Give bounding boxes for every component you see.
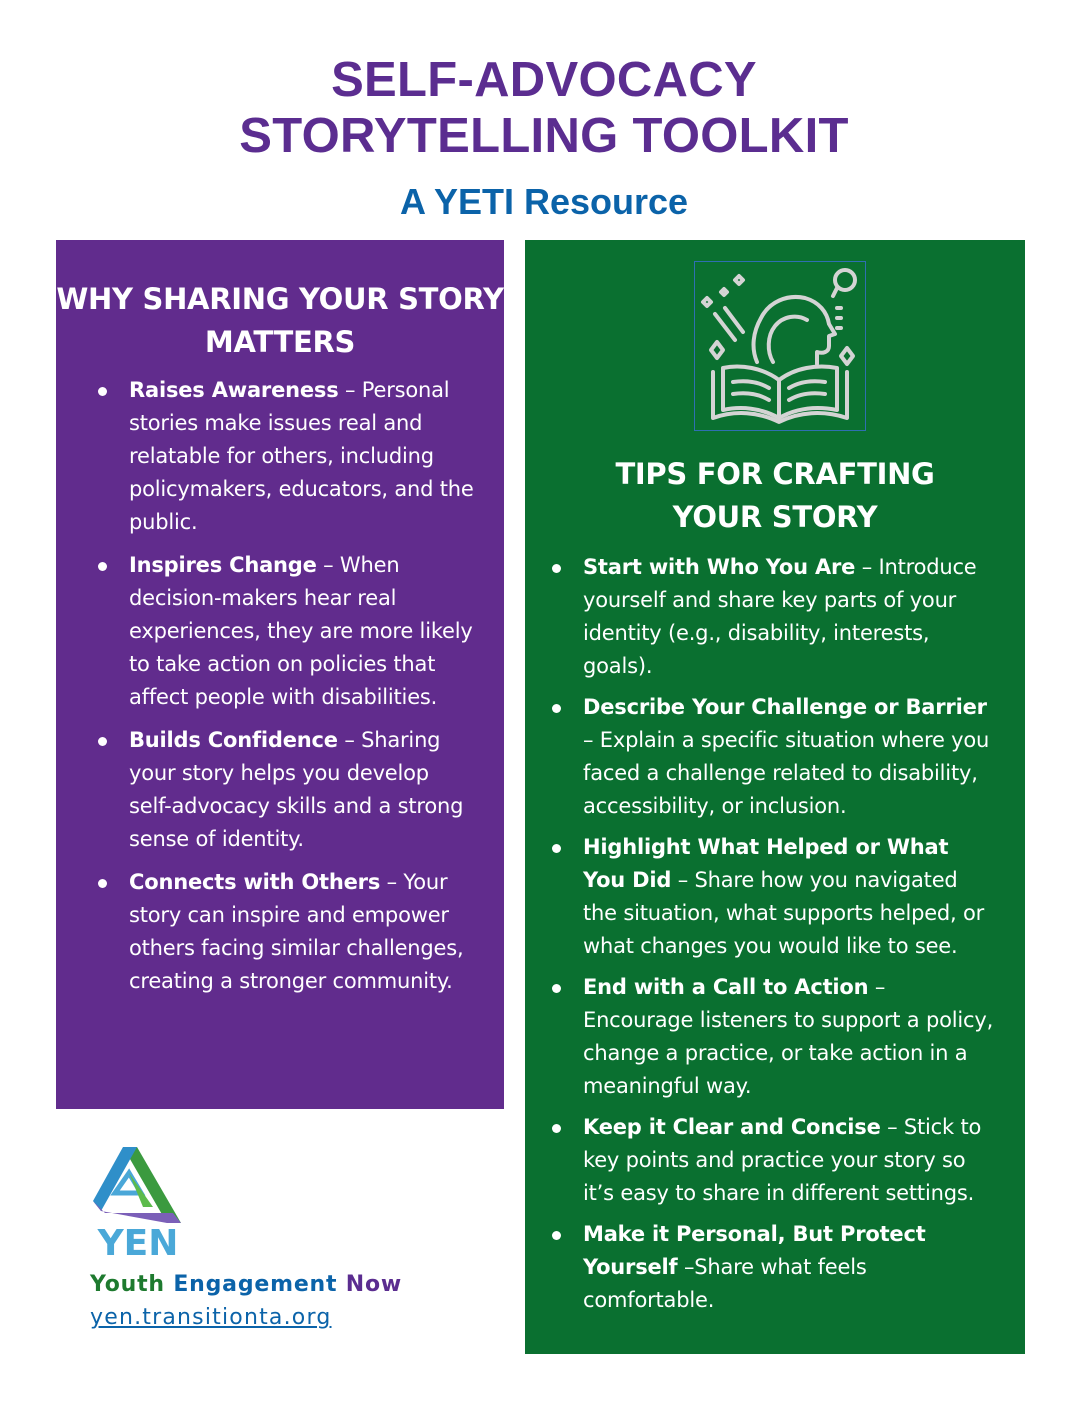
bullet-dot xyxy=(552,704,561,713)
yen-logo xyxy=(93,1145,183,1260)
tagline-now: Now xyxy=(345,1272,403,1297)
item-text: – Share how you navigated the situation, what supports helped, or what changes you would like to see. xyxy=(583,868,985,958)
list-item xyxy=(129,374,474,539)
item-lead: Builds Confidence xyxy=(129,728,338,752)
storytelling-head-book-icon xyxy=(694,261,866,431)
item-lead: End with a Call to Action xyxy=(583,975,869,999)
why-list xyxy=(129,374,474,1008)
logo-text: YEN xyxy=(97,1223,179,1260)
item-text: – Stick to key points and practice your story so it’s easy to share in different settings. xyxy=(583,1115,982,1205)
list-item xyxy=(583,831,995,963)
tips-heading xyxy=(525,453,1025,539)
tips-heading-line-2: YOUR STORY xyxy=(672,500,878,534)
list-item xyxy=(583,1218,995,1317)
title-line-2: STORYTELLING TOOLKIT xyxy=(239,109,849,163)
yen-tagline xyxy=(90,1271,402,1299)
tagline-engagement: Engagement xyxy=(173,1272,338,1297)
item-text: – Encourage listeners to support a policy, change a practice, or take action in a meaningful way. xyxy=(583,975,994,1098)
list-item xyxy=(583,971,995,1103)
bullet-dot xyxy=(98,737,107,746)
item-text: – Introduce yourself and share key parts of your identity (e.g., disability, interests, goals). xyxy=(583,555,977,678)
bullet-dot xyxy=(552,844,561,853)
tips-panel xyxy=(525,240,1025,1354)
item-lead: Highlight What Helped or What You Did xyxy=(583,835,949,892)
why-heading-line-1: WHY SHARING YOUR STORY xyxy=(56,282,504,316)
bullet-dot xyxy=(98,879,107,888)
item-lead: Inspires Change xyxy=(129,553,317,577)
list-item xyxy=(129,549,474,714)
list-item xyxy=(583,691,995,823)
why-panel xyxy=(56,240,504,1109)
list-item xyxy=(129,866,474,998)
bullet-dot xyxy=(552,1231,561,1240)
item-text: – Your story can inspire and empower others facing similar challenges, creating a stronger community. xyxy=(129,870,464,993)
item-text: – Personal stories make issues real and relatable for others, including policymakers, educators, and the public. xyxy=(129,378,474,534)
list-item xyxy=(129,724,474,856)
bullet-dot xyxy=(552,984,561,993)
page-title xyxy=(0,52,1088,164)
item-lead: Start with Who You Are xyxy=(583,555,856,579)
item-lead: Make it Personal, But Protect Yourself xyxy=(583,1222,926,1279)
bullet-dot xyxy=(552,564,561,573)
item-text: –Share what feels comfortable. xyxy=(583,1255,867,1312)
bullet-dot xyxy=(98,562,107,571)
bullet-dot xyxy=(552,1124,561,1133)
yen-website-link[interactable]: yen.transitionta.org xyxy=(90,1305,332,1330)
item-lead: Raises Awareness xyxy=(129,378,339,402)
list-item xyxy=(583,551,995,683)
item-text: – When decision-makers hear real experiences, they are more likely to take action on policies that affect people with disabilities. xyxy=(129,553,473,709)
tips-heading-line-1: TIPS FOR CRAFTING xyxy=(615,457,935,491)
item-lead: Connects with Others xyxy=(129,870,381,894)
bullet-dot xyxy=(98,387,107,396)
item-text: – Explain a specific situation where you faced a challenge related to disability, accessibility, or inclusion. xyxy=(583,728,990,818)
tagline-youth: Youth xyxy=(90,1272,165,1297)
tips-list xyxy=(583,551,995,1325)
title-line-1: SELF-ADVOCACY xyxy=(331,53,757,107)
item-lead: Describe Your Challenge or Barrier xyxy=(583,695,987,719)
page-subtitle: A YETI Resource xyxy=(399,181,689,222)
why-heading xyxy=(56,278,504,364)
list-item xyxy=(583,1111,995,1210)
item-lead: Keep it Clear and Concise xyxy=(583,1115,881,1139)
why-heading-line-2: MATTERS xyxy=(204,325,356,359)
item-text: – Sharing your story helps you develop self-advocacy skills and a strong sense of identity. xyxy=(129,728,464,851)
